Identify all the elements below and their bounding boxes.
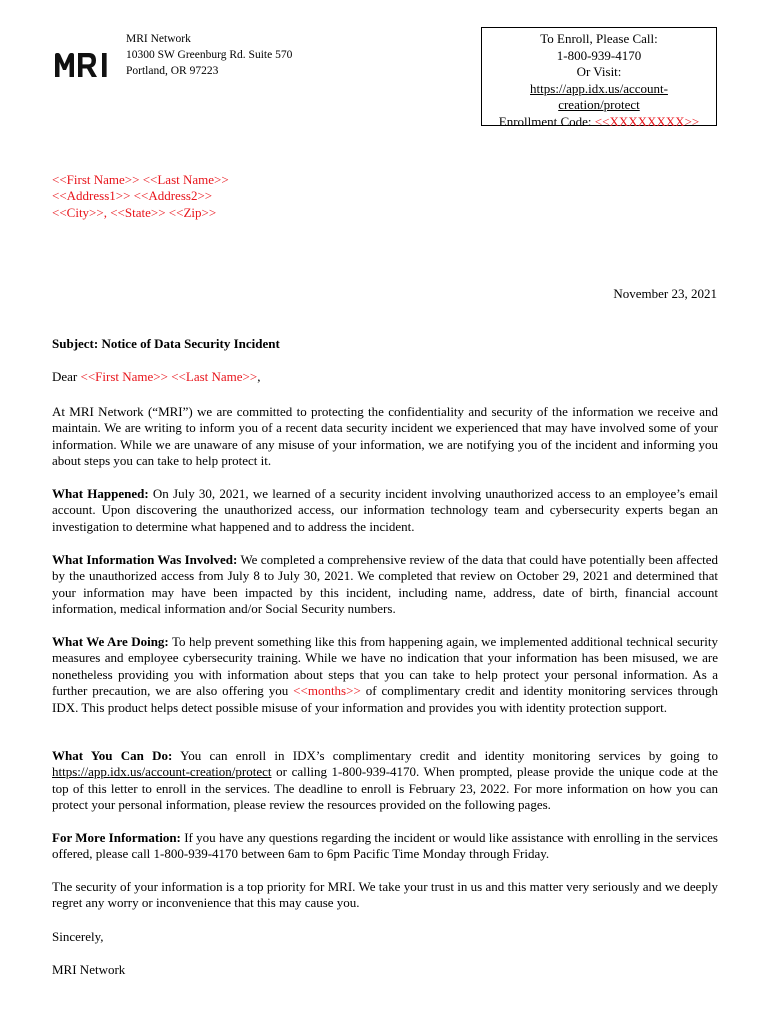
more-info-heading: For More Information: xyxy=(52,830,181,845)
mri-logo xyxy=(54,52,112,78)
enroll-phone: 1-800-939-4170 xyxy=(556,47,642,63)
what-you-can-do-heading: What You Can Do: xyxy=(52,748,173,763)
recipient-city: <<City>>, <<State>> <<Zip>> xyxy=(52,204,217,220)
what-info-heading: What Information Was Involved: xyxy=(52,552,238,567)
what-info-paragraph: What Information Was Involved: We completed a comprehensive review of the data that could have potentially been affected by the unauthorized access from July 8 to July 30, 2021. We completed that review on October 29, 2021 and determined that your information may have been impacted by this incident, including name, address, date of birth, financial account information, medical information and/or Social Security numbers. xyxy=(52,552,718,617)
company-address-block xyxy=(126,31,292,79)
enrollment-code-label: Enrollment Code: xyxy=(498,113,595,129)
salutation-name: <<First Name>> <<Last Name>> xyxy=(80,369,258,384)
enroll-url-link-continued[interactable]: creation/protect xyxy=(558,97,640,113)
letter-date: November 23, 2021 xyxy=(613,286,717,301)
enroll-url-link[interactable]: https://app.idx.us/account- xyxy=(530,80,668,96)
company-street: 10300 SW Greenburg Rd. Suite 570 xyxy=(126,49,293,61)
enrollment-code-line xyxy=(482,114,716,131)
closing-paragraph: The security of your information is a top priority for MRI. We take your trust in us and this matter very seriously and we deeply regret any worry or inconvenience that this may cause you. xyxy=(52,879,718,911)
signature: MRI Network xyxy=(52,962,126,977)
recipient-address xyxy=(52,172,229,221)
company-name: MRI Network xyxy=(126,33,191,45)
enrollment-code-value: <<XXXXXXXX>> xyxy=(594,113,700,129)
signoff: Sincerely, xyxy=(52,929,104,944)
more-info-paragraph: For More Information: If you have any questions regarding the incident or would like assistance with enrolling in the services offered, please call 1-800-939-4170 between 6am to 6pm Pacific Time Monday through Friday. xyxy=(52,830,718,862)
idx-enroll-link[interactable]: https://app.idx.us/account-creation/protect xyxy=(52,764,272,780)
months-placeholder: <<months>> xyxy=(293,683,361,699)
enroll-visit-label: Or Visit: xyxy=(576,64,622,80)
what-happened-heading: What Happened: xyxy=(52,486,149,501)
intro-paragraph: At MRI Network (“MRI”) we are committed to protecting the confidentiality and security of the information we receive and maintain. We are writing to inform you of a recent data security incident we experienced that may have involved some of your information. While we are unaware of any misuse of your information, we are notifying you of the incident and informing you about steps you can take to help protect it. xyxy=(52,404,718,469)
salutation: Dear <<First Name>> <<Last Name>>, xyxy=(52,369,261,384)
what-you-can-do-paragraph: What You Can Do: You can enroll in IDX’s complimentary credit and identity monitoring services by going to https://app.idx.us/account-creation/protect or calling 1-800-939-4170. When prompted, please provide the unique code at the top of this letter to enroll in the services. The deadline to enroll is February 23, 2022. For more information on how you can protect your personal information, please review the resources provided on the following pages. xyxy=(52,748,718,813)
subject-line: Subject: Notice of Data Security Incident xyxy=(52,336,280,351)
recipient-street: <<Address1>> <<Address2>> xyxy=(52,188,213,204)
company-city: Portland, OR 97223 xyxy=(126,65,219,77)
recipient-name: <<First Name>> <<Last Name>> xyxy=(52,172,229,187)
what-happened-paragraph: What Happened: On July 30, 2021, we learned of a security incident involving unauthorized access to an employee’s email account. Upon discovering the unauthorized access, our information technology team and cybersecurity experts began an investigation to determine what happened and to address the incident. xyxy=(52,486,718,534)
enrollment-box xyxy=(481,27,717,129)
enroll-call-label: To Enroll, Please Call: xyxy=(540,31,658,46)
what-doing-heading: What We Are Doing: xyxy=(52,634,169,649)
what-doing-paragraph: What We Are Doing: To help prevent something like this from happening again, we implemented additional technical security measures and employee cybersecurity training. While we have no indication that your information has been misused, we are nonetheless providing you with information about steps that you can take to help protect your personal information. As a further precaution, we are also offering you <<months>> of complimentary credit and identity monitoring services through IDX. This product helps detect possible misuse of your information and provides you with identity protection support. xyxy=(52,634,718,715)
